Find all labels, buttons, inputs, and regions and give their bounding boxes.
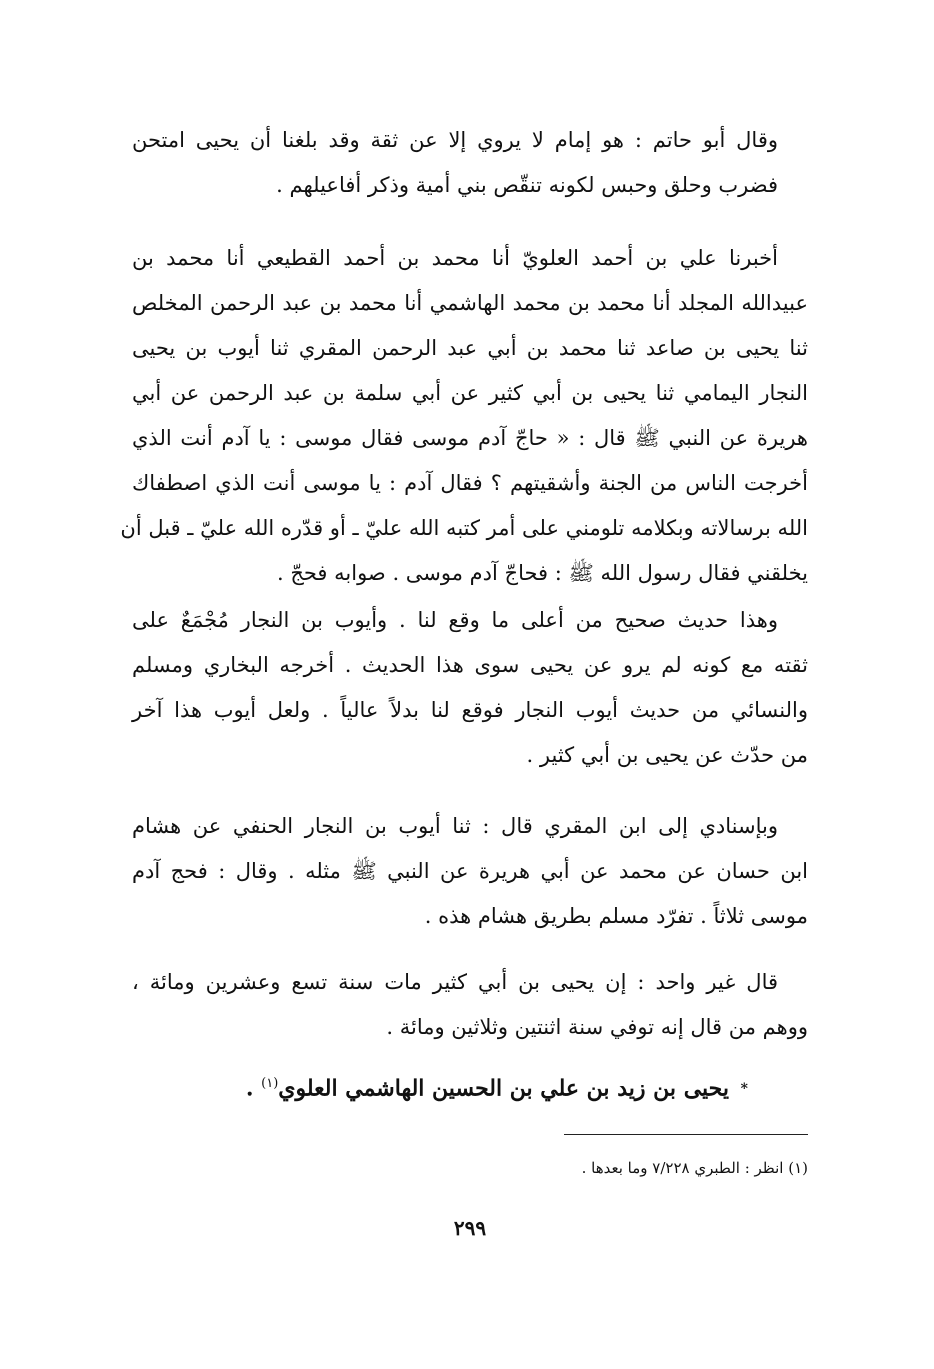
star-icon: *: [740, 1081, 748, 1098]
heading-period: .: [245, 1075, 254, 1102]
text-line: ثقته مع كونه لم يرو عن يحيى سوى هذا الحديث . أخرجه البخاري ومسلم: [132, 653, 808, 677]
text-line: فضرب وحلق وحبس لكونه تنقّص بني أمية وذكر أفاعيلهم .: [276, 173, 778, 197]
text-line: يخلقني فقال رسول الله ﷺ : فحاجّ آدم موسى . صوابه فحجّ .: [276, 561, 808, 585]
text-line: موسى ثلاثاً . تفرّد مسلم بطريق هشام هذه .: [424, 904, 808, 928]
text-line: ووهم من قال إنه توفي سنة اثنتين وثلاثين ومائة .: [386, 1015, 808, 1039]
text-line: الله برسالاته وبكلامه تلومني على أمر كتبه الله عليّ ـ أو قدّره الله عليّ ـ قبل أن: [120, 516, 808, 540]
page-number: ٢٩٩: [453, 1216, 487, 1240]
biography-heading: [132, 1064, 808, 1109]
paragraph-second-isnad: [132, 804, 808, 939]
text-line: والنسائي من حديث أيوب النجار فوقع لنا بدلاً عالياً . ولعل أيوب هذا آخر: [132, 698, 808, 722]
paragraph-death-date: [132, 960, 808, 1050]
footnote-divider: [564, 1134, 808, 1135]
text-line: النجار اليمامي ثنا يحيى بن أبي كثير عن أبي سلمة بن عبد الرحمن عن أبي: [132, 381, 808, 405]
text-line: عبيدالله المجلد أنا محمد بن محمد الهاشمي أنا محمد بن عبد الرحمن المخلص: [132, 291, 808, 315]
text-line: وبإسنادي إلى ابن المقري قال : ثنا أيوب بن النجار الحنفي عن هشام: [132, 814, 778, 838]
paragraph-abu-hatim: [132, 118, 808, 208]
footnote: (١) انظر : الطبري ٧/٢٢٨ وما بعدها .: [581, 1159, 808, 1177]
paragraph-hadith-isnad: [120, 236, 808, 596]
heading-text: يحيى بن زيد بن علي بن الحسين الهاشمي العلوي: [278, 1075, 729, 1102]
text-line: وقال أبو حاتم : هو إمام لا يروي إلا عن ثقة وقد بلغنا أن يحيى امتحن: [132, 128, 778, 152]
book-page: [120, 118, 808, 1318]
footnote-ref[interactable]: (١): [261, 1076, 279, 1091]
paragraph-hadith-grading: [132, 598, 808, 778]
text-line: هريرة عن النبي ﷺ قال : « حاجّ آدم موسى فقال موسى : يا آدم أنت الذي: [132, 426, 808, 450]
text-line: ابن حسان عن محمد عن أبي هريرة عن النبي ﷺ مثله . وقال : فحج آدم: [132, 859, 808, 883]
text-line: من حدّث عن يحيى بن أبي كثير .: [526, 743, 808, 767]
text-line: قال غير واحد : إن يحيى بن أبي كثير مات سنة تسع وعشرين ومائة ،: [132, 970, 778, 994]
text-line: أخبرنا علي بن أحمد العلويّ أنا محمد بن أحمد القطيعي أنا محمد بن: [132, 246, 778, 270]
text-line: وهذا حديث صحيح من أعلى ما وقع لنا . وأيوب بن النجار مُجْمَعٌ على: [132, 608, 778, 632]
text-line: أخرجت الناس من الجنة وأشقيتهم ؟ فقال آدم : يا موسى أنت الذي اصطفاك: [132, 471, 808, 495]
text-line: ثنا يحيى بن صاعد ثنا محمد بن أبي عبد الرحمن المقري ثنا أيوب بن يحيى: [132, 336, 808, 360]
